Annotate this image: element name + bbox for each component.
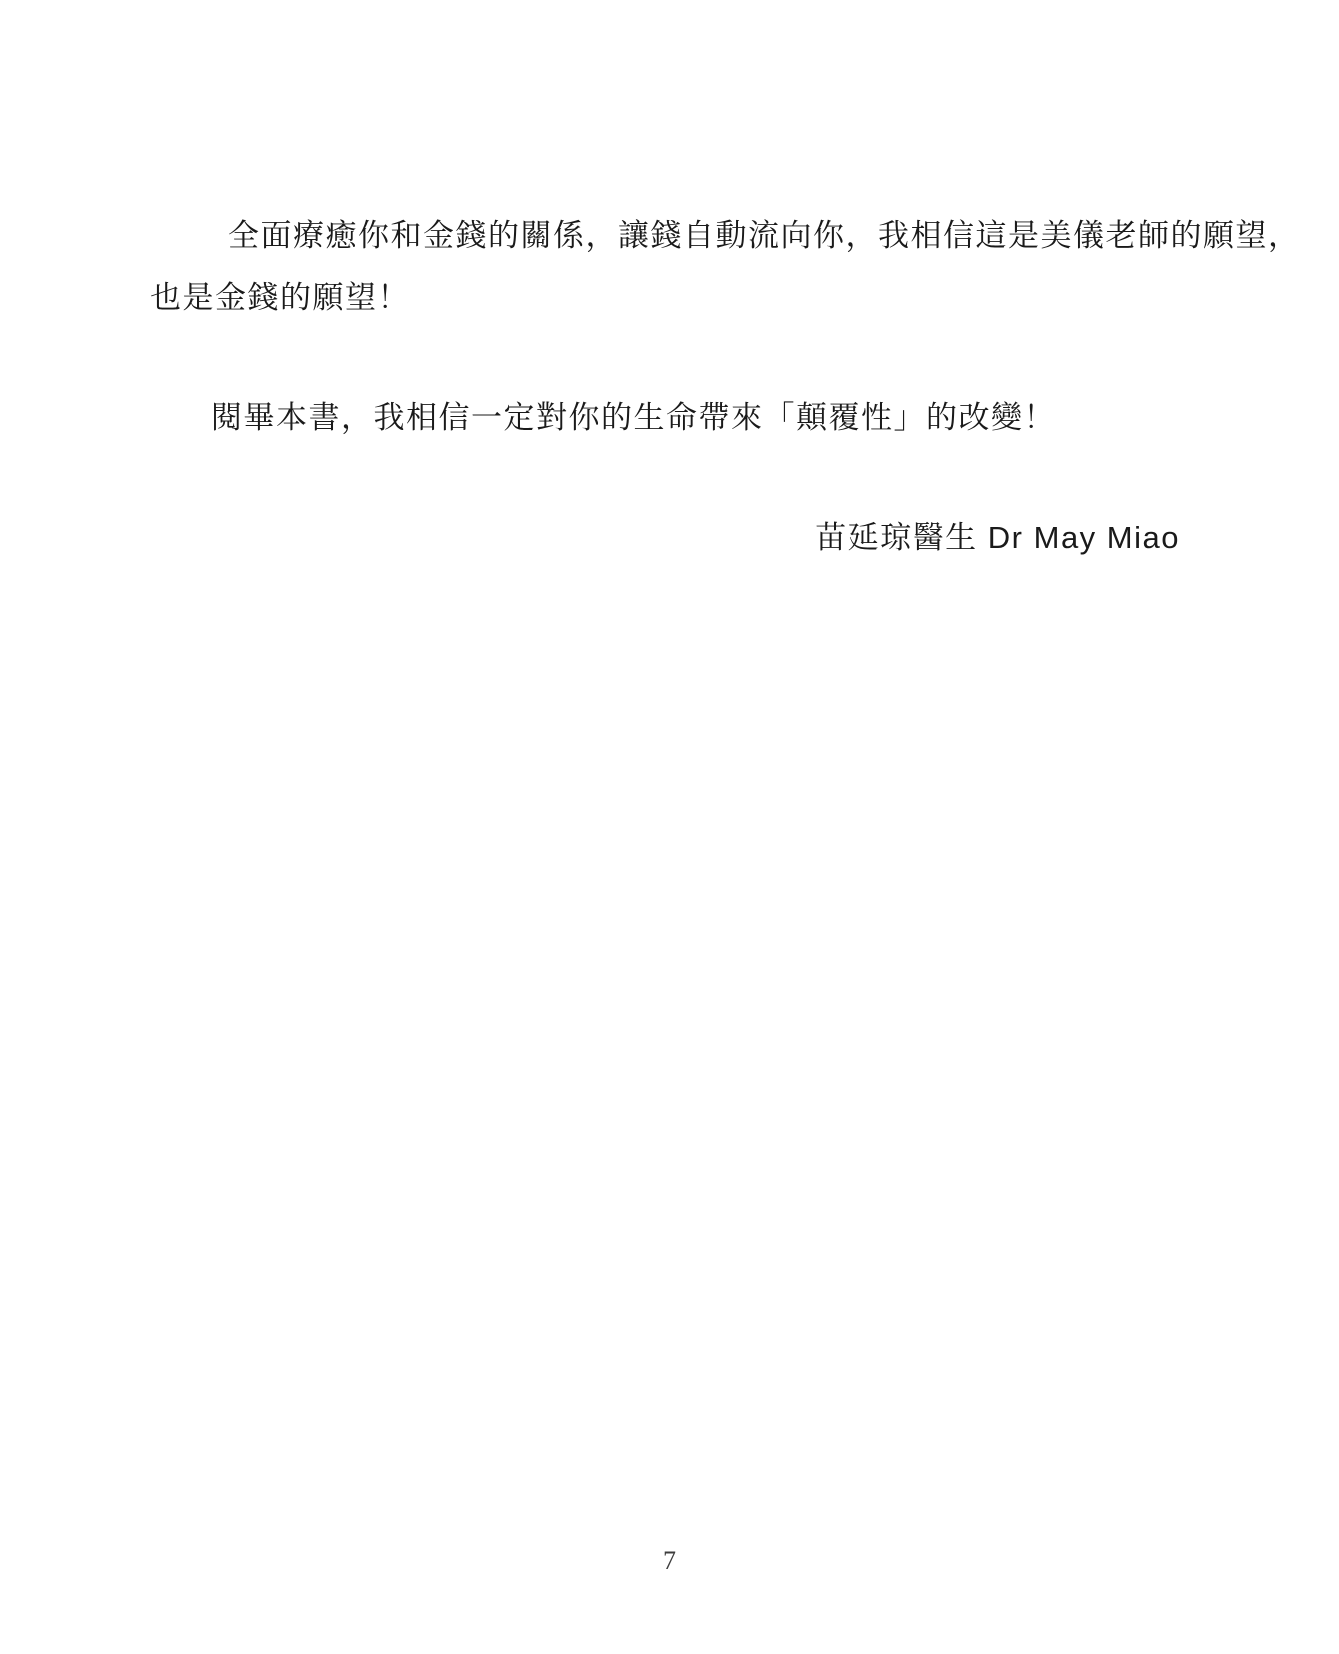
page-number: 7 (663, 1546, 676, 1575)
paragraph-1-line-2: 也是金錢的願望！ (150, 280, 410, 315)
paragraph-1-line-1: 全面療癒你和金錢的關係，讓錢自動流向你，我相信這是美儀老師的願望， (228, 218, 1301, 253)
paragraph-2: 閱畢本書，我相信一定對你的生命帶來「顛覆性」的改變！ (211, 400, 1056, 435)
author-signature: 苗延琼醫生 Dr May Miao (815, 520, 1180, 555)
